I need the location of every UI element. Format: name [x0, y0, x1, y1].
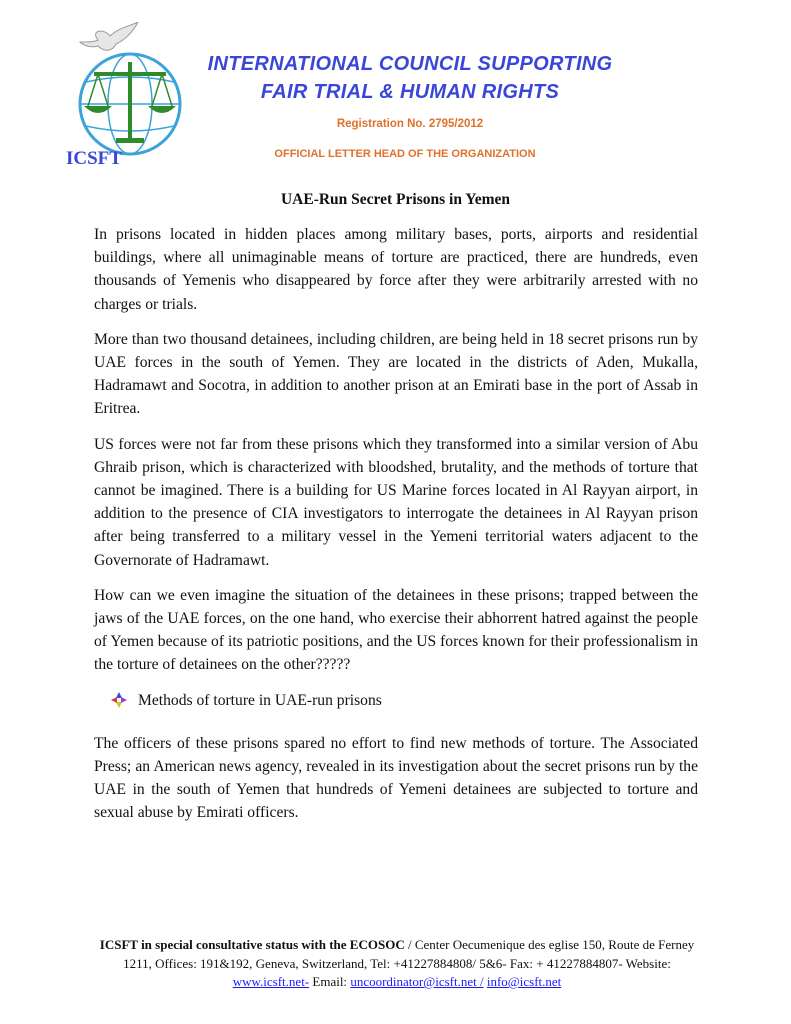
- section-bullet: [110, 689, 698, 712]
- registration-number: Registration No. 2795/2012: [336, 118, 484, 130]
- bullet-text: Methods of torture in UAE-run prisons: [138, 691, 382, 709]
- paragraph: How can we even imagine the situation of the detainees in these prisons; trapped between the jaws of the UAE forces, on the one hand, who exercise their abhorrent hatred against the people of Yemen because of its patriotic positions, and the US forces known for their professionalism in the torture of detainees on the other?????: [94, 586, 698, 674]
- logo-text: ICSFT: [66, 148, 122, 169]
- paragraph: More than two thousand detainees, including children, are being held in 18 secret prisons run by UAE forces in the south of Yemen. They are located in the districts of Aden, Mukalla, Hadramawt and Socotra, in addition to another prison at an Emirati base in the port of Assab in Eritrea.: [94, 330, 698, 418]
- letterhead-caption: OFFICIAL LETTER HEAD OF THE ORGANIZATION: [274, 148, 536, 160]
- organization-name-line2: FAIR TRIAL & HUMAN RIGHTS: [260, 81, 560, 103]
- email-link-info[interactable]: info@icsft.net: [486, 974, 562, 989]
- organization-logo: [60, 22, 200, 172]
- four-arrow-bullet-icon: [110, 691, 128, 709]
- address-text: / Center Oecumenique des eglise 150, Route de Ferney 1211, Offices: 191&192, Geneva, Switzerland, Tel: +41227884808/ 5&6- Fax: + 41227884807- Website:: [123, 937, 695, 971]
- website-link[interactable]: www.icsft.net-: [232, 974, 310, 989]
- document-title: UAE-Run Secret Prisons in Yemen: [280, 191, 511, 208]
- email-link-coordinator[interactable]: uncoordinator@icsft.net /: [350, 974, 484, 989]
- footer: [98, 936, 696, 992]
- paragraph: The officers of these prisons spared no effort to find new methods of torture. The Associated Press; an American news agency, revealed in its investigation about the secret prisons run by the UAE in the south of Yemen that hundreds of Yemeni detainees are subjected to torture and sexual abuse by Emirati officers.: [94, 734, 698, 822]
- email-label: Email:: [309, 974, 351, 989]
- paragraph: In prisons located in hidden places among military bases, ports, airports and residential buildings, where all unimaginable means of torture are practiced, there are hundreds, even thousands of Yemenis who disappeared by force after they were arbitrarily arrested with no charges or trials.: [94, 226, 698, 313]
- organization-name: [200, 50, 620, 106]
- paragraph: US forces were not far from these prisons which they transformed into a similar version of Abu Ghraib prison, which is characterized with bloodshed, brutality, and the methods of torture that cannot be imagined. There is a building for US Marine forces located in Al Rayyan airport, in addition to the presence of CIA investigators to interrogate the detainees in Al Rayyan prison after being transferred to a military vessel in the Yemeni territorial waters adjacent to the Governorate of Hadramawt.: [94, 435, 698, 569]
- document-body: [94, 223, 698, 837]
- consultative-status: ICSFT in special consultative status with the ECOSOC: [99, 937, 405, 952]
- organization-name-line1: INTERNATIONAL COUNCIL SUPPORTING: [207, 53, 613, 75]
